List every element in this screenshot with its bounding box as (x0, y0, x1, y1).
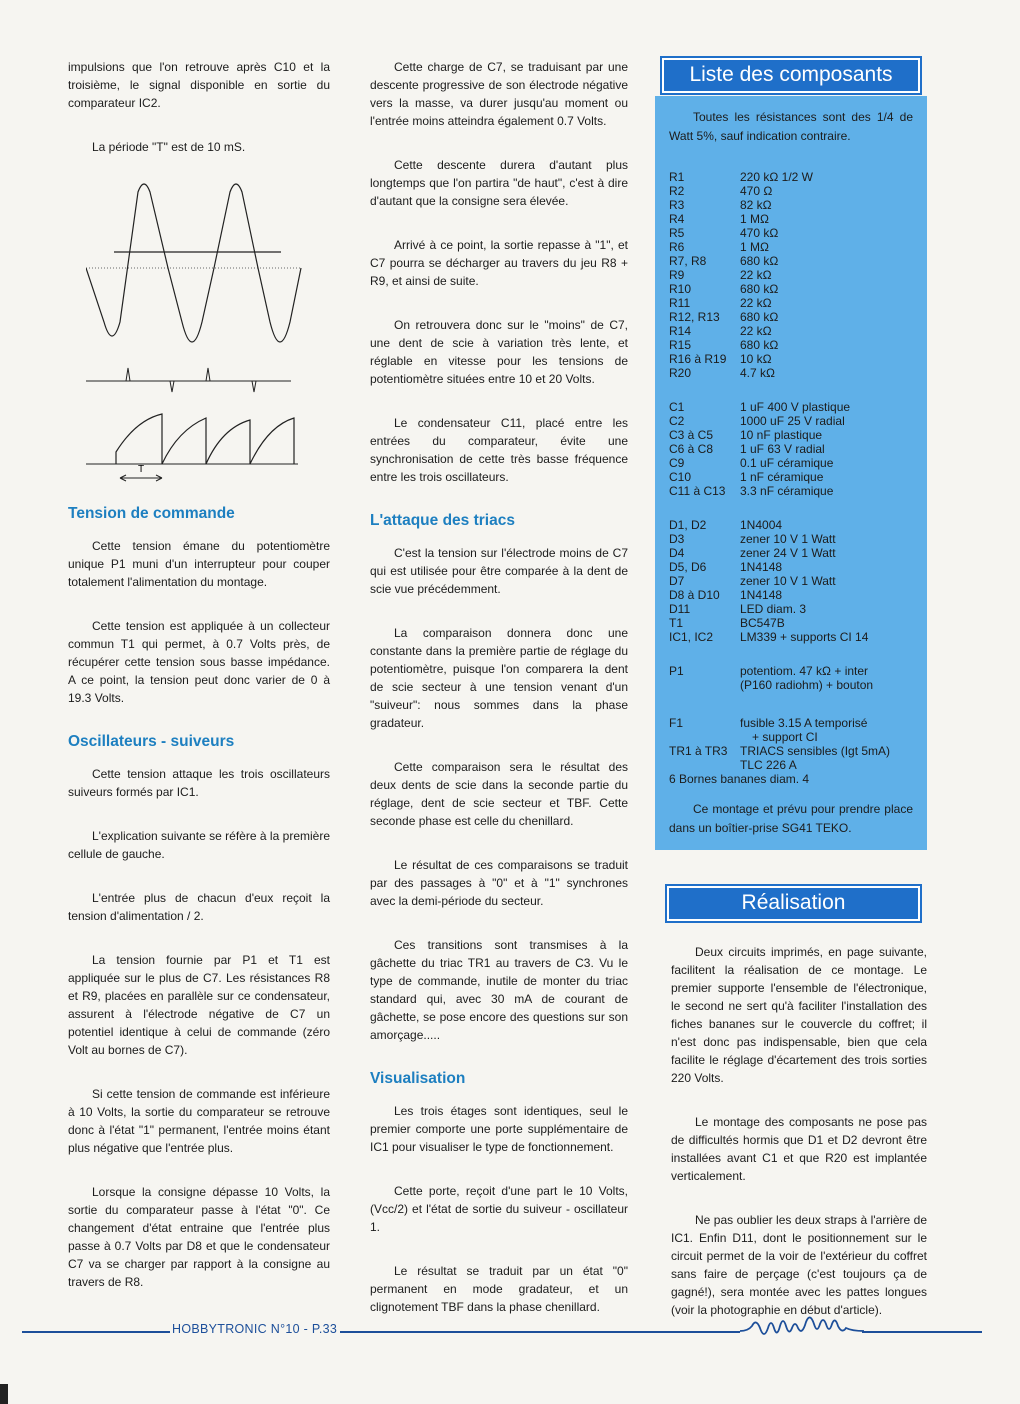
component-row (669, 310, 913, 324)
component-ref: R9 (669, 268, 685, 282)
components-panel (655, 96, 927, 850)
component-row (669, 366, 913, 380)
component-value: fusible 3.15 A temporisé (740, 716, 868, 730)
paragraph-osc-4: La tension fournie par P1 et T1 est appliquée sur le plus de C7. Les résistances R8 et R9, placées en parallèle sur ce condensateur, assurent à l'électrode négative de C7 un potentiel identique à celui de commande (zéro Volt au bornes de C7). (68, 953, 330, 1057)
heading-tension: Tension de commande (68, 505, 235, 522)
component-value: (P160 radiohm) + bouton (740, 678, 874, 692)
paragraph-osc-6: Lorsque la consigne dépasse 10 Volts, la sortie du comparateur passe à l'état "0". Ce changement d'état entraine que l'entrée plus passe à 0.7 Volts par D8 et que le condensateur C7 va se charger par rapport à la consigne au travers de R8. (68, 1185, 330, 1289)
component-value: zener 10 V 1 Watt (740, 532, 836, 546)
heading-oscillateurs: Oscillateurs - suiveurs (68, 733, 235, 750)
semiconductor-list (669, 518, 913, 644)
paragraph-osc-2: L'explication suivante se réfère à la première cellule de gauche. (68, 829, 330, 861)
paragraph-m1: Cette charge de C7, se traduisant par une descente progressive de son électrode négative vers la masse, va durer jusqu'au moment ou l'entrée moins atteindra également 0.7 Volts. (370, 60, 628, 128)
component-ref: C3 à C5 (669, 428, 714, 442)
component-value: 680 kΩ (740, 338, 779, 352)
paragraph-osc-3: L'entrée plus de chacun d'eux reçoit la tension d'alimentation / 2. (68, 891, 330, 923)
component-ref: R2 (669, 184, 685, 198)
component-row (669, 198, 913, 212)
paragraph-m9: Le résultat de ces comparaisons se traduit par des passages à "0" et à "1" synchrones avec la demi-période du secteur. (370, 858, 628, 908)
component-row (669, 282, 913, 296)
capacitor-list (669, 400, 913, 498)
components-title: Liste des composants (662, 58, 920, 93)
component-ref: IC1, IC2 (669, 630, 714, 644)
component-value: 470 Ω (740, 184, 773, 198)
component-ref: D7 (669, 574, 685, 588)
component-value: potentiom. 47 kΩ + inter (740, 664, 869, 678)
paragraph-period: La période "T" est de 10 mS. (92, 140, 246, 154)
component-ref: D4 (669, 546, 685, 560)
squiggle-ornament (740, 1314, 864, 1342)
component-ref: P1 (669, 664, 684, 678)
component-value: 1N4004 (740, 518, 783, 532)
component-ref: R1 (669, 170, 685, 184)
component-row (669, 338, 913, 352)
components-outro: Ce montage et prévu pour prendre place dans un boîtier-prise SG41 TEKO. (669, 802, 913, 835)
paragraph-m6: C'est la tension sur l'électrode moins de C7 qui est utilisée pour être comparée à la dent de scie vue précédemment. (370, 546, 628, 596)
component-row (669, 470, 913, 484)
component-ref: R4 (669, 212, 685, 226)
paragraph-m7: La comparaison donnera donc une constante dans la première partie de réglage du potentiomètre, puisque l'on comparera la dent de scie secteur à une tension venant d'un "suiveur": nous sommes dans la phase gradateur. (370, 626, 628, 730)
paragraph-intro: impulsions que l'on retrouve après C10 et la troisième, le signal disponible en sortie du comparateur IC2. (68, 60, 330, 110)
component-row (669, 532, 913, 546)
components-intro: Toutes les résistances sont des 1/4 de Watt 5%, sauf indication contraire. (669, 110, 913, 143)
component-value: zener 24 V 1 Watt (740, 546, 836, 560)
component-ref: C11 à C13 (669, 484, 726, 498)
component-value: 1 uF 63 V radial (740, 442, 825, 456)
paragraph-m13: Le résultat se traduit par un état "0" permanent en mode gradateur, et un clignotement TBF dans la phase chenillard. (370, 1264, 628, 1314)
component-ref: R5 (669, 226, 685, 240)
component-ref: C10 (669, 470, 692, 484)
paragraph-m12: Cette porte, reçoit d'une part le 10 Volts, (Vcc/2) et l'état de sortie du suiveur - oscillateur 1. (370, 1184, 628, 1234)
realisation-title: Réalisation (667, 886, 920, 921)
paragraph-m2: Cette descente durera d'autant plus longtemps que l'on partira "de haut", c'est à dire d'autant que la consigne sera élevée. (370, 158, 628, 208)
component-ref: R15 (669, 338, 692, 352)
component-row (669, 352, 913, 366)
component-row (669, 184, 913, 198)
component-ref: R20 (669, 366, 692, 380)
component-ref: F1 (669, 716, 684, 730)
component-row (669, 414, 913, 428)
paragraph-osc-5: Si cette tension de commande est inférieure à 10 Volts, la sortie du comparateur se retrouve donc à l'état "1" permanent, l'entrée moins étant plus négative que l'entrée plus. (68, 1087, 330, 1155)
component-row (669, 456, 913, 470)
component-value: 220 kΩ 1/2 W (740, 170, 814, 184)
component-row (669, 484, 913, 498)
paragraph-osc-1: Cette tension attaque les trois oscillateurs suiveurs formés par IC1. (68, 767, 330, 799)
column-right (655, 58, 927, 1345)
component-value: 22 kΩ (740, 268, 772, 282)
component-ref: T1 (669, 616, 684, 630)
component-row (669, 588, 913, 602)
component-row (669, 324, 913, 338)
paragraph-m5: Le condensateur C11, placé entre les entrées du comparateur, évite une synchronisation de cette très basse fréquence entre les trois oscillateurs. (370, 416, 628, 484)
component-ref: R6 (669, 240, 685, 254)
component-value: zener 10 V 1 Watt (740, 574, 836, 588)
component-ref: R16 à R19 (669, 352, 727, 366)
period-label: T (138, 464, 145, 475)
paragraph-m10: Ces transitions sont transmises à la gâchette du triac TR1 au travers de C3. Vu le type de commande, inutile de monter du triac standard qui, avec 30 mA de courant de gâchette, se pose encore des questions sur son amorçage..... (370, 938, 628, 1042)
paragraph-r2: Le montage des composants ne pose pas de difficultés hormis que D1 et D2 devront être installées avant C1 et que R20 est implantée verticalement. (671, 1115, 927, 1183)
component-value: LM339 + supports CI 14 (740, 630, 869, 644)
component-row (669, 268, 913, 282)
component-ref: D3 (669, 532, 685, 546)
component-value: 1N4148 (740, 560, 783, 574)
column-left (68, 58, 330, 1317)
component-value: 1 uF 400 V plastique (740, 400, 851, 414)
footer-rule-middle (340, 1331, 740, 1333)
paragraph-tension-2: Cette tension est appliquée à un collecteur commun T1 qui permet, à 0.7 Volts près, de récupérer cette tension sous basse impédance. A ce point, la tension peut donc varier de 0 à 19.3 Volts. (68, 619, 330, 705)
component-value: 82 kΩ (740, 198, 772, 212)
component-row (669, 602, 913, 616)
component-value: + support CI (752, 730, 818, 744)
paragraph-tension-1: Cette tension émane du potentiomètre unique P1 muni d'un interrupteur pour couper totalement l'alimentation du montage. (68, 539, 330, 589)
component-row (669, 400, 913, 414)
component-row (669, 546, 913, 560)
component-value: 1 nF céramique (740, 470, 824, 484)
component-ref: R10 (669, 282, 692, 296)
paragraph-m8: Cette comparaison sera le résultat des deux dents de scie dans la seconde partie du réglage, dent de scie secteur et TBF. Cette seconde phase est celle du chenillard. (370, 760, 628, 828)
component-value: 1000 uF 25 V radial (740, 414, 845, 428)
component-value: 680 kΩ (740, 254, 779, 268)
potentiometer-entry (669, 664, 913, 692)
footer-label: HOBBYTRONIC N°10 - P.33 (172, 1322, 338, 1336)
component-row (669, 254, 913, 268)
footer-rule-right (862, 1331, 982, 1333)
other-components (669, 716, 913, 786)
page-footer (22, 1322, 982, 1342)
component-row (669, 616, 913, 630)
component-ref: D8 à D10 (669, 588, 720, 602)
component-row (669, 296, 913, 310)
component-row (669, 170, 913, 184)
paragraph-m3: Arrivé à ce point, la sortie repasse à "1", et C7 pourra se décharger au travers du jeu R8 + R9, et ainsi de suite. (370, 238, 628, 288)
waveform-diagram (86, 182, 311, 482)
component-ref: D5, D6 (669, 560, 707, 574)
component-value: 4.7 kΩ (740, 366, 775, 380)
bornes-entry: 6 Bornes bananes diam. 4 (669, 772, 810, 786)
component-ref: R12, R13 (669, 310, 720, 324)
component-row (669, 226, 913, 240)
component-value: 10 kΩ (740, 352, 772, 366)
heading-visualisation: Visualisation (370, 1070, 466, 1087)
heading-triacs: L'attaque des triacs (370, 512, 515, 529)
component-row (669, 442, 913, 456)
component-ref: C9 (669, 456, 685, 470)
component-value: 680 kΩ (740, 282, 779, 296)
component-value: LED diam. 3 (740, 602, 807, 616)
component-row (669, 212, 913, 226)
component-value: 680 kΩ (740, 310, 779, 324)
component-value: 470 kΩ (740, 226, 779, 240)
component-value: 22 kΩ (740, 296, 772, 310)
component-row (669, 240, 913, 254)
resistor-list (669, 170, 913, 380)
component-row (669, 574, 913, 588)
component-ref: R7, R8 (669, 254, 707, 268)
component-ref: D11 (669, 602, 691, 616)
component-value: TLC 226 A (740, 758, 797, 772)
component-row (669, 630, 913, 644)
column-middle (370, 58, 628, 1342)
component-value: 1 MΩ (740, 240, 769, 254)
footer-rule-left (22, 1331, 170, 1333)
component-ref: C2 (669, 414, 685, 428)
component-value: 1 MΩ (740, 212, 769, 226)
component-value: 10 nF plastique (740, 428, 823, 442)
component-value: 0.1 uF céramique (740, 456, 834, 470)
component-row (669, 428, 913, 442)
component-ref: D1, D2 (669, 518, 707, 532)
component-value: 3.3 nF céramique (740, 484, 834, 498)
component-ref: R11 (669, 296, 691, 310)
component-value: 22 kΩ (740, 324, 772, 338)
component-row (669, 518, 913, 532)
component-ref: R14 (669, 324, 692, 338)
component-row (669, 560, 913, 574)
component-value: 1N4148 (740, 588, 783, 602)
component-ref: C6 à C8 (669, 442, 714, 456)
paragraph-m11: Les trois étages sont identiques, seul le premier comporte une porte supplémentaire de IC1 pour visualiser le type de fonctionnement. (370, 1104, 628, 1154)
component-ref: TR1 à TR3 (669, 744, 728, 758)
edge-mark (0, 1384, 8, 1404)
waveform-figure (86, 182, 330, 487)
component-ref: R3 (669, 198, 685, 212)
component-value: BC547B (740, 616, 785, 630)
paragraph-r3: Ne pas oublier les deux straps à l'arrière de IC1. Enfin D11, dont le positionnement sur le circuit permet de la voir de l'extérieur du coffret sans faire de perçage (c'est toujours ça de gagné!), sera montée avec les pattes longues (voir la photographie en début d'article). (671, 1213, 927, 1317)
paragraph-r1: Deux circuits imprimés, en page suivante, facilitent la réalisation de ce montage. Le premier supporte l'ensemble de l'électronique, le second ne sert qu'à faciliter l'installation des fiches bananes sur le couvercle du coffret; il n'est donc pas indispensable, bien que cela facilite le réglage d'écartement des trois sorties 220 Volts. (671, 945, 927, 1085)
component-value: TRIACS sensibles (Igt 5mA) (740, 744, 891, 758)
component-ref: C1 (669, 400, 685, 414)
paragraph-m4: On retrouvera donc sur le "moins" de C7, une dent de scie à variation très lente, et réglable en vitesse pour les tensions de potentiomètre situées entre 10 et 20 Volts. (370, 318, 628, 386)
